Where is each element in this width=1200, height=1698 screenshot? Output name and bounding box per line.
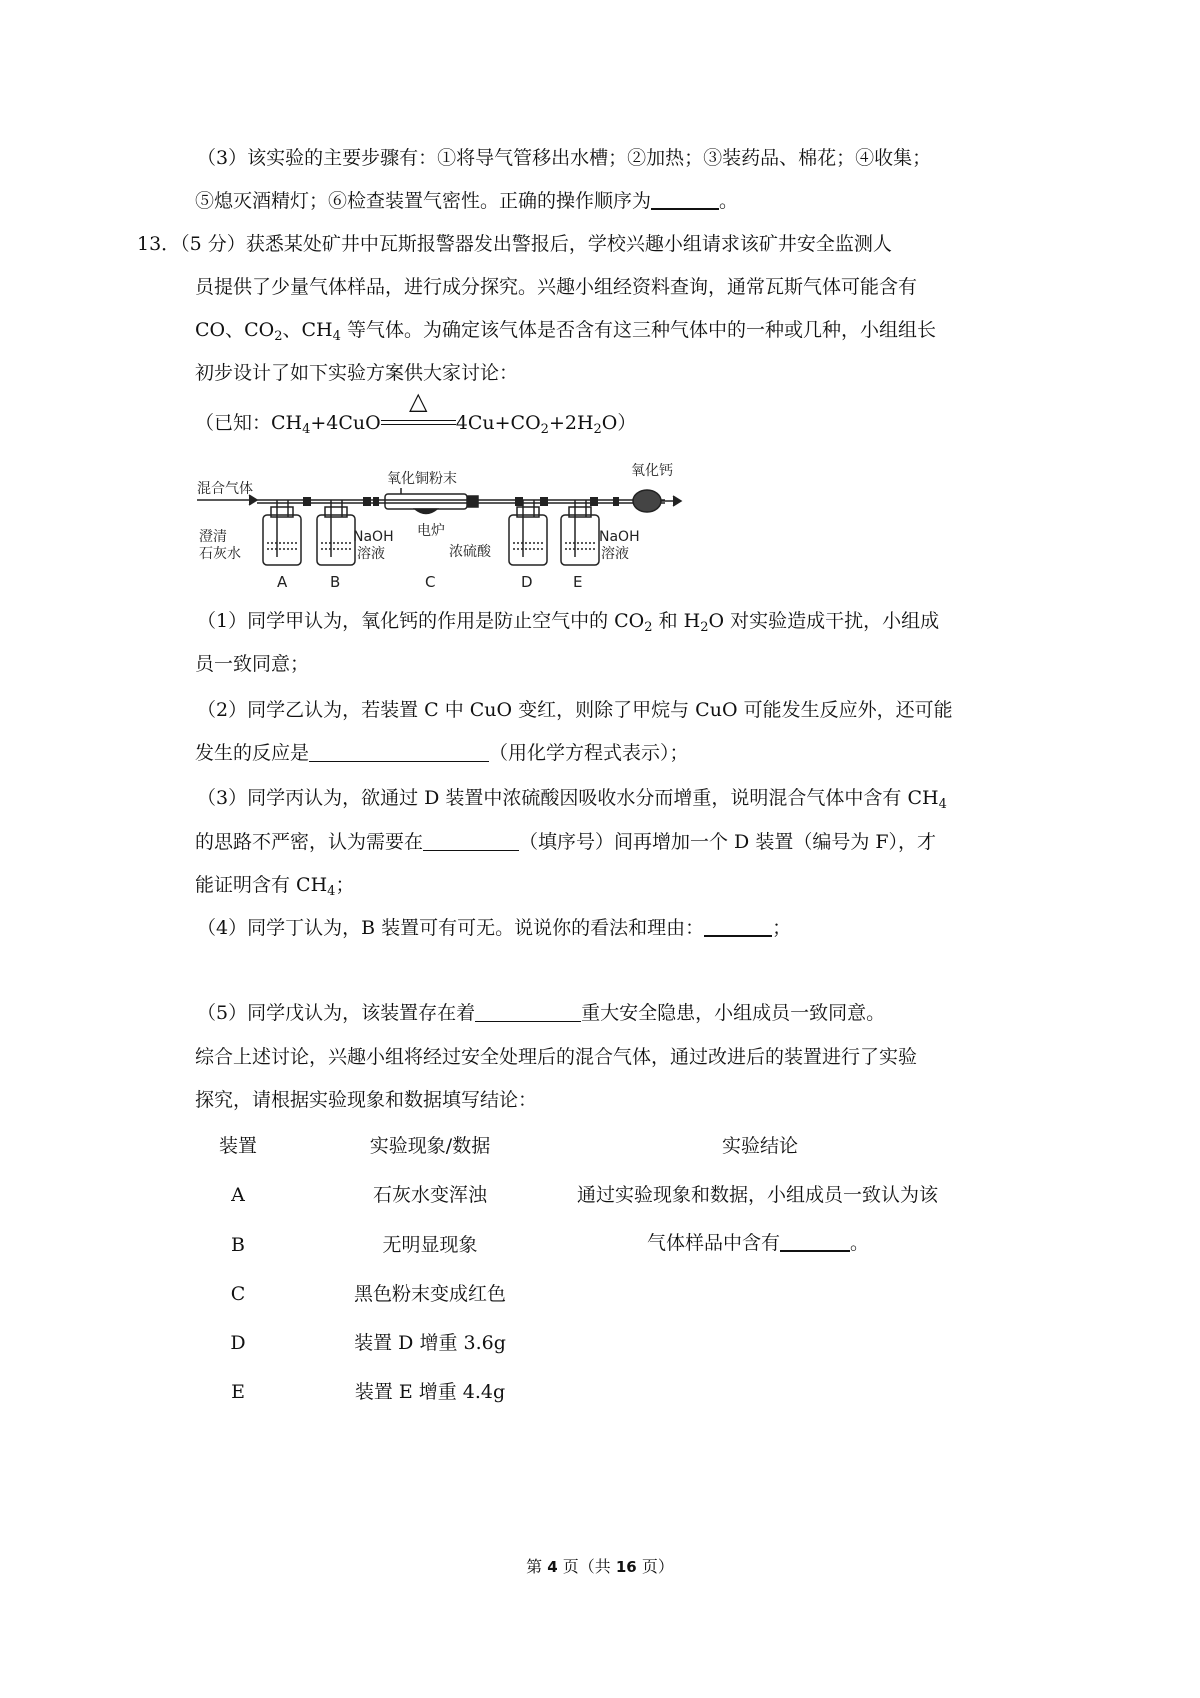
part4 bbox=[197, 915, 791, 941]
label-naoh-b-2: 溶液 bbox=[357, 546, 385, 562]
footer-post: 页） bbox=[636, 1557, 674, 1576]
summary-line1: 综合上述讨论，兴趣小组将经过安全处理后的混合气体，通过改进后的装置进行了实验 bbox=[195, 1046, 918, 1068]
answer-blank[interactable] bbox=[423, 830, 519, 851]
label-mixed-gas: 混合气体 bbox=[197, 481, 253, 497]
part3-line1 bbox=[197, 785, 947, 818]
part4-a: （4）同学丁认为，B 装置可有可无。说说你的看法和理由： bbox=[197, 917, 705, 939]
part3-line2-a: 的思路不严密，认为需要在 bbox=[195, 831, 424, 853]
table-header-conclusion: 实验结论 bbox=[721, 1135, 798, 1157]
subscript: 4 bbox=[327, 884, 336, 899]
part1-c: O 对实验造成干扰，小组成 bbox=[708, 610, 940, 632]
part3-line3-b: ； bbox=[335, 874, 355, 896]
label-copper-oxide: 氧化铜粉末 bbox=[387, 471, 457, 487]
equation-product-a: 4Cu+CO bbox=[455, 412, 541, 434]
q13-intro3-b: 、CH bbox=[282, 319, 333, 341]
part4-b: ； bbox=[772, 917, 792, 939]
bottle-b bbox=[317, 500, 355, 565]
part1-line1 bbox=[197, 608, 939, 641]
bottle-d bbox=[509, 500, 547, 565]
label-d: D bbox=[521, 573, 533, 591]
table-cell-device: E bbox=[231, 1381, 245, 1403]
heat-symbol: △ bbox=[409, 387, 428, 415]
label-naoh-b-1: NaOH bbox=[353, 529, 394, 545]
table-header-device: 装置 bbox=[218, 1135, 257, 1157]
q13-intro-line2: 员提供了少量气体样品，进行成分探究。兴趣小组经资料查询，通常瓦斯气体可能含有 bbox=[195, 276, 918, 298]
part1-line2: 员一致同意； bbox=[195, 653, 310, 675]
q12-part3-text: ⑤熄灭酒精灯；⑥检查装置气密性。正确的操作顺序为 bbox=[195, 190, 652, 212]
answer-blank[interactable] bbox=[651, 188, 719, 210]
label-sulfuric-acid: 浓硫酸 bbox=[449, 544, 491, 560]
label-calcium-oxide: 氧化钙 bbox=[631, 463, 673, 479]
summary-line2: 探究，请根据实验现象和数据填写结论： bbox=[195, 1089, 538, 1111]
bottle-a bbox=[263, 500, 301, 565]
equation-product-b: +2H bbox=[548, 412, 594, 434]
calcium-oxide-tube bbox=[633, 490, 681, 512]
footer-pre: 第 bbox=[526, 1557, 548, 1576]
part3-line3-a: 能证明含有 CH bbox=[195, 874, 328, 896]
table-conclusion-line1: 通过实验现象和数据，小组成员一致认为该 bbox=[577, 1184, 939, 1206]
label-c: C bbox=[425, 573, 436, 591]
part3-line2-b: （填序号）间再增加一个 D 装置（编号为 F），才 bbox=[519, 831, 937, 853]
equation-product-c: O） bbox=[601, 412, 637, 434]
label-limewater-1: 澄清 bbox=[199, 529, 227, 545]
bottle-e bbox=[561, 500, 599, 565]
part1-a: （1）同学甲认为，氧化钙的作用是防止空气中的 CO bbox=[197, 610, 645, 632]
q12-part3-line1: （3）该实验的主要步骤有：①将导气管移出水槽；②加热；③装药品、棉花；④收集； bbox=[197, 147, 932, 169]
page-number: 4 bbox=[547, 1558, 558, 1576]
label-a: A bbox=[277, 573, 288, 591]
label-limewater-2: 石灰水 bbox=[199, 546, 241, 562]
answer-blank[interactable] bbox=[780, 1230, 850, 1252]
footer-mid: 页（共 bbox=[557, 1557, 616, 1576]
q13-intro3-c: 等气体。为确定该气体是否含有这三种气体中的一种或几种，小组组长 bbox=[340, 319, 936, 341]
part2-line2-a: 发生的反应是 bbox=[195, 742, 310, 764]
table-header-observation: 实验现象/数据 bbox=[369, 1135, 491, 1157]
conclusion-line2-b: 。 bbox=[850, 1232, 870, 1254]
q13-intro-line4: 初步设计了如下实验方案供大家讨论： bbox=[195, 362, 519, 384]
label-naoh-e-2: 溶液 bbox=[601, 546, 629, 562]
table-cell-observation: 黑色粉末变成红色 bbox=[353, 1283, 506, 1305]
reaction-arrow bbox=[381, 387, 456, 436]
subscript: 2 bbox=[644, 620, 653, 635]
answer-blank[interactable] bbox=[704, 915, 772, 937]
conclusion-line2-a: 气体样品中含有 bbox=[647, 1232, 781, 1254]
q12-part3-end: 。 bbox=[719, 190, 739, 212]
subscript: 2 bbox=[274, 329, 283, 344]
part2-line1: （2）同学乙认为，若装置 C 中 CuO 变红，则除了甲烷与 CuO 可能发生反应外，还可能 bbox=[197, 699, 953, 721]
table-conclusion-line2 bbox=[647, 1230, 869, 1256]
table-cell-observation: 无明显现象 bbox=[382, 1234, 478, 1256]
part1-b: 和 H bbox=[652, 610, 701, 632]
page-footer bbox=[0, 1556, 1200, 1578]
answer-blank[interactable] bbox=[475, 1001, 581, 1022]
table-cell-device: A bbox=[231, 1184, 245, 1206]
part5 bbox=[197, 1000, 885, 1026]
part5-a: （5）同学戊认为，该装置存在着 bbox=[197, 1002, 476, 1024]
table-cell-device: B bbox=[231, 1234, 245, 1256]
table-cell-observation: 装置 D 增重 3.6g bbox=[354, 1332, 506, 1354]
q13-intro-text: 获悉某处矿井中瓦斯报警器发出警报后，学校兴趣小组请求该矿井安全监测人 bbox=[245, 233, 892, 255]
subscript: 4 bbox=[332, 329, 341, 344]
table-cell-observation: 石灰水变浑浊 bbox=[372, 1184, 487, 1206]
table-cell-device: C bbox=[230, 1283, 246, 1305]
table-cell-observation: 装置 E 增重 4.4g bbox=[354, 1381, 506, 1403]
label-naoh-e-1: NaOH bbox=[599, 529, 640, 545]
q13-intro-line3 bbox=[195, 317, 936, 350]
subscript: 2 bbox=[700, 620, 709, 635]
label-e: E bbox=[573, 573, 583, 591]
part3-line3 bbox=[195, 872, 354, 905]
equation-prefix: （已知：CH bbox=[195, 412, 303, 434]
subscript: 2 bbox=[540, 422, 549, 437]
equation-reactant: +4CuO bbox=[310, 412, 381, 434]
given-equation bbox=[195, 387, 637, 443]
part2-line2 bbox=[195, 740, 689, 766]
question-number: 13．（5 分） bbox=[137, 233, 246, 255]
answer-blank[interactable] bbox=[309, 741, 489, 762]
part5-b: 重大安全隐患，小组成员一致同意。 bbox=[581, 1002, 886, 1024]
label-furnace: 电炉 bbox=[417, 523, 445, 539]
part3-line2 bbox=[195, 829, 936, 855]
apparatus-diagram bbox=[195, 455, 695, 595]
subscript: 4 bbox=[302, 422, 311, 437]
q13-intro3-a: CO、CO bbox=[195, 319, 275, 341]
part2-line2-b: （用化学方程式表示）； bbox=[489, 742, 689, 764]
q13-intro-line1 bbox=[137, 231, 892, 257]
table-cell-device: D bbox=[230, 1332, 246, 1354]
label-b: B bbox=[330, 573, 341, 591]
part3-line1-a: （3）同学丙认为，欲通过 D 装置中浓硫酸因吸收水分而增重，说明混合气体中含有 CH bbox=[197, 787, 939, 809]
subscript: 4 bbox=[938, 797, 947, 812]
page-total: 16 bbox=[615, 1558, 637, 1576]
subscript: 2 bbox=[593, 422, 602, 437]
q12-part3-line2 bbox=[195, 188, 738, 214]
